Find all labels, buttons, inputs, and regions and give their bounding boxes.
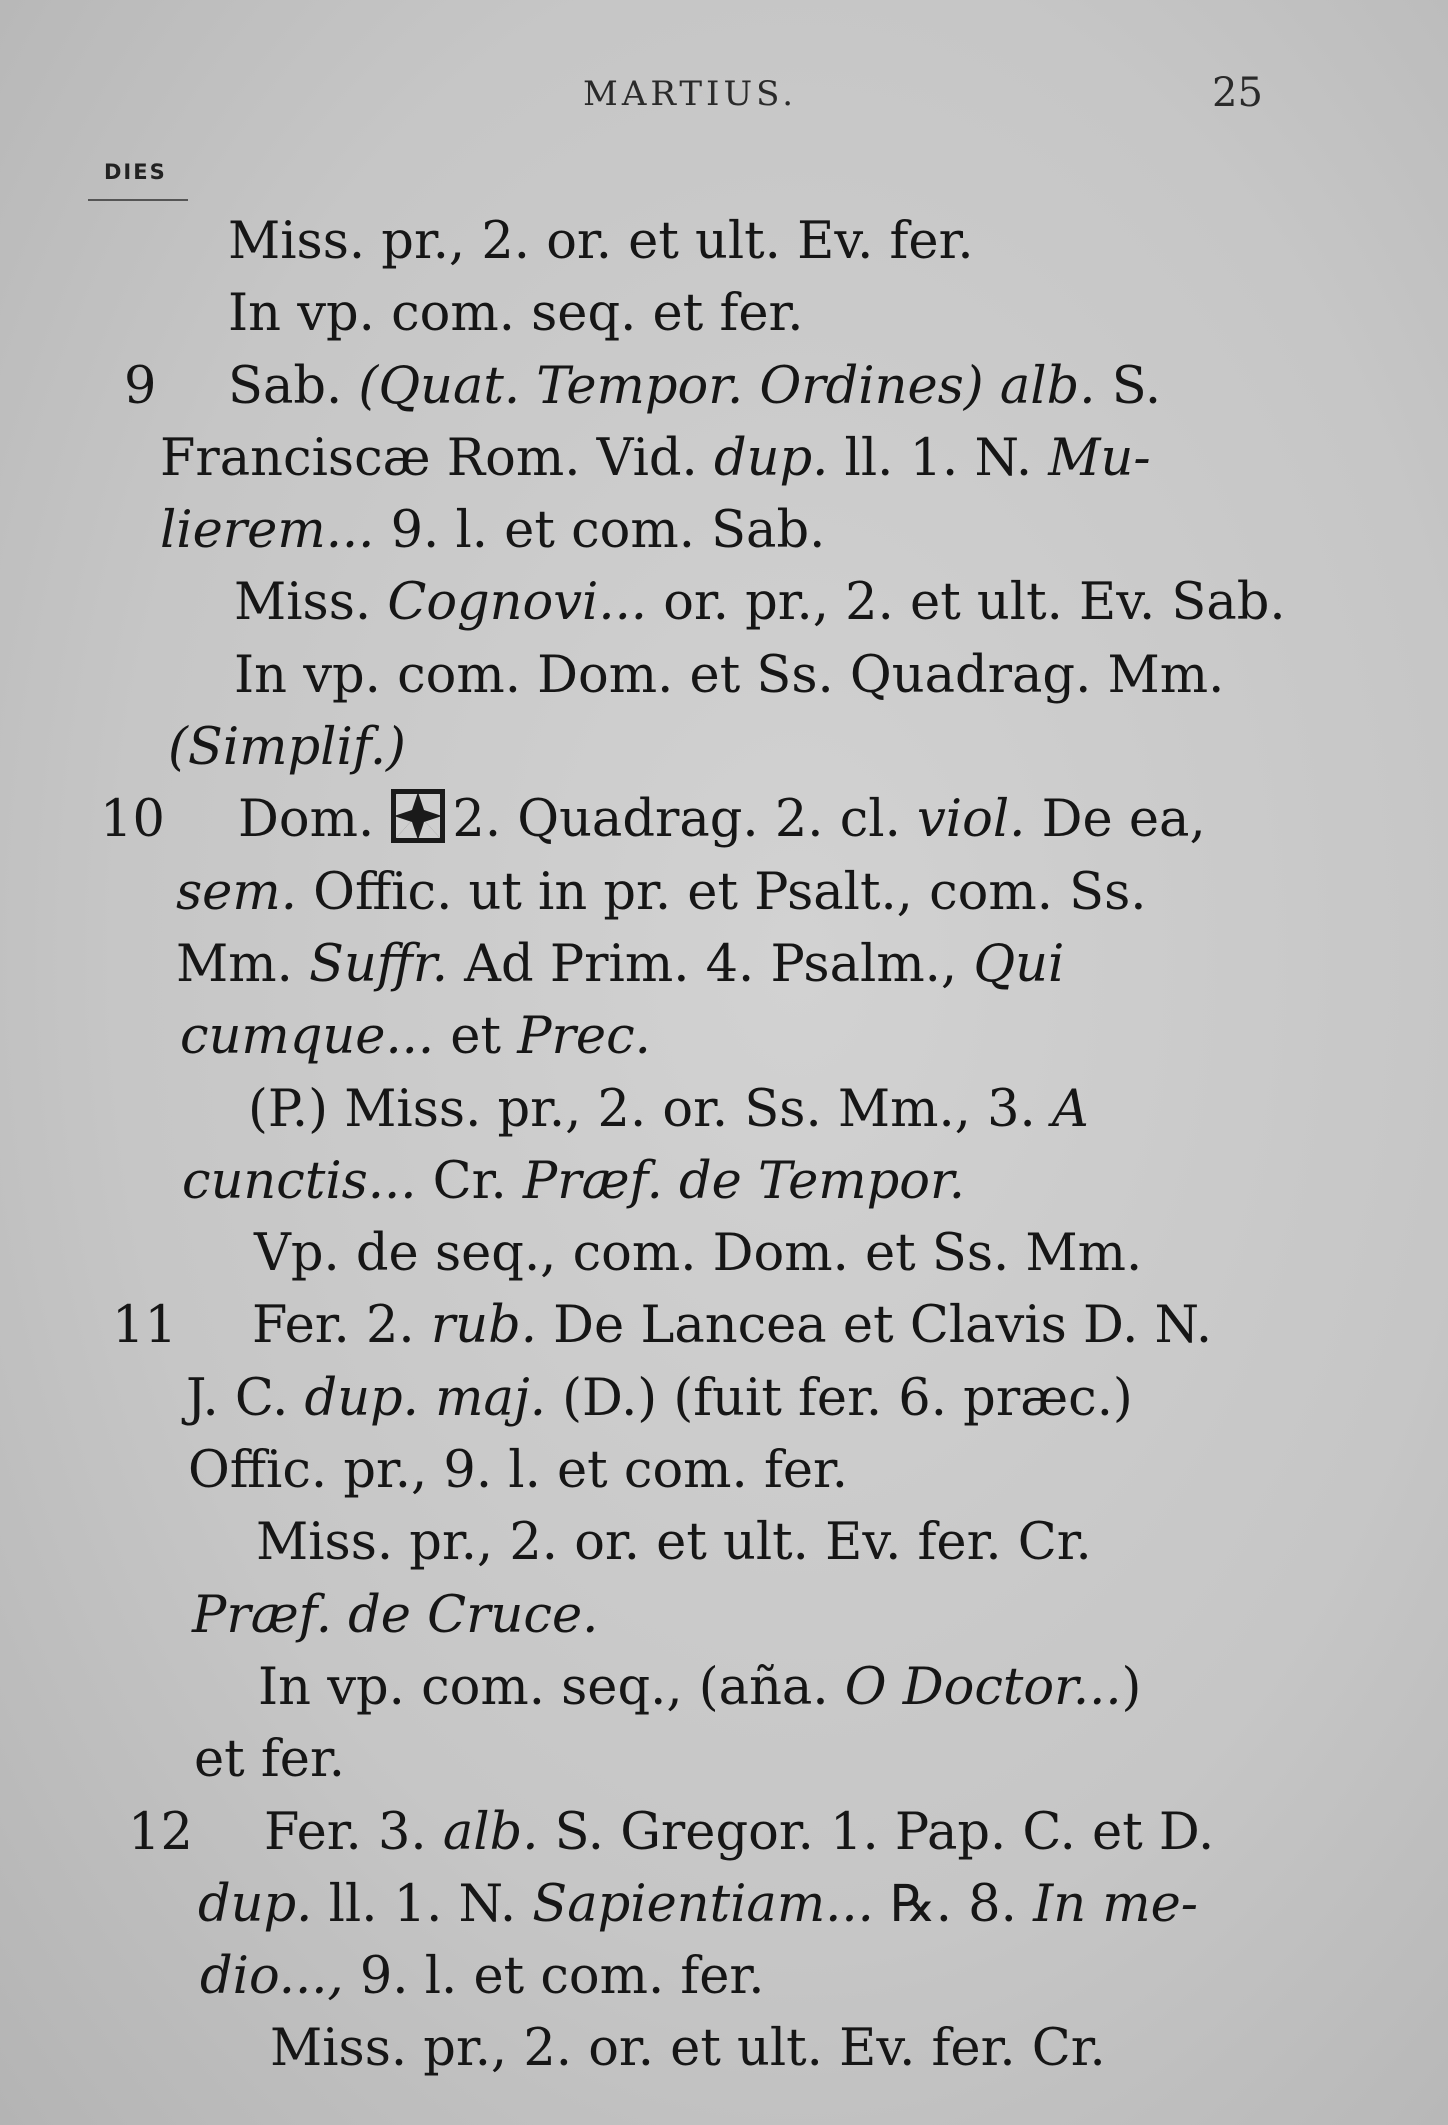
italic-segment: (Simplif.) [168, 718, 406, 778]
line-text [160, 423, 1151, 495]
italic-segment: (Quat. Tempor. Ordines) alb. [358, 356, 1096, 416]
text-segment: Vp. de seq., com. Dom. et Ss. Mm. [254, 1224, 1143, 1284]
text-segment: ℞. 8. [873, 1874, 1034, 1934]
text-segment: 2. Quadrag. 2. cl. [452, 790, 917, 850]
text-line [0, 1435, 1448, 1507]
line-text [194, 1724, 345, 1796]
italic-segment: Sapientiam... [532, 1874, 874, 1934]
text-line [0, 784, 1448, 856]
text-segment: De ea, [1025, 790, 1206, 850]
day-number: 11 [112, 1296, 177, 1356]
text-segment: Mm. [176, 934, 310, 994]
italic-segment: Mu- [1048, 428, 1151, 488]
text-segment: Miss. pr., 2. or. et ult. Ev. fer. [228, 212, 974, 271]
text-line [0, 1507, 1448, 1579]
text-line [0, 1074, 1448, 1146]
line-text [252, 1290, 1212, 1362]
text-segment: (D.) (fuit fer. 6. præc.) [545, 1368, 1133, 1428]
line-text [234, 567, 1286, 639]
column-label-rule [88, 199, 188, 201]
maltese-cross-icon [390, 788, 446, 844]
text-segment: Offic. ut in pr. et Psalt., com. Ss. [296, 862, 1147, 922]
text-segment: Miss. [234, 573, 388, 633]
text-segment: Franciscæ Rom. Vid. [160, 428, 714, 488]
italic-segment: In me- [1033, 1874, 1199, 1934]
line-text [160, 495, 825, 567]
line-text [180, 1001, 651, 1073]
italic-segment: Cognovi... [387, 573, 647, 633]
text-line [0, 351, 1448, 423]
line-text [270, 2013, 1106, 2085]
text-line [0, 423, 1448, 495]
text-line [0, 567, 1448, 639]
text-segment: De Lancea et Clavis D. N. [536, 1296, 1213, 1356]
line-text [234, 640, 1224, 712]
line-text [182, 1146, 965, 1218]
text-segment: (P.) Miss. pr., 2. or. Ss. Mm., 3. [248, 1079, 1052, 1139]
day-number: 9 [124, 356, 157, 416]
text-line [0, 712, 1448, 784]
line-text [198, 1869, 1198, 1941]
italic-segment: dup. [713, 428, 829, 488]
text-segment: Miss. pr., 2. or. et ult. Ev. fer. Cr. [270, 2019, 1106, 2079]
text-segment: Cr. [416, 1151, 523, 1211]
italic-segment: sem. [176, 862, 297, 922]
text-segment: Fer. 2. [252, 1296, 431, 1356]
text-segment: S. Gregor. 1. Pap. C. et D. [538, 1802, 1215, 1862]
text-line [0, 1941, 1448, 2013]
line-text [238, 784, 1206, 856]
line-text [228, 351, 1161, 423]
italic-segment: lierem... [160, 501, 375, 561]
italic-segment: A [1051, 1079, 1089, 1139]
line-text [192, 1580, 598, 1652]
text-line [0, 2013, 1448, 2085]
text-line [0, 278, 1448, 350]
italic-segment: viol. [917, 790, 1026, 850]
text-segment: Sab. [228, 356, 359, 416]
italic-segment: Præf. de Tempor. [522, 1151, 965, 1211]
running-title: MARTIUS. [583, 74, 798, 114]
line-text [254, 1218, 1142, 1290]
italic-segment: dup. maj. [304, 1368, 546, 1428]
italic-segment: Præf. de Cruce. [192, 1585, 599, 1645]
line-text [264, 1797, 1214, 1869]
line-text [188, 1435, 848, 1507]
text-line [0, 495, 1448, 567]
column-label: DIES [104, 160, 167, 184]
page-number: 25 [1212, 70, 1263, 116]
text-segment: J. C. [186, 1368, 305, 1428]
italic-segment: cunctis... [182, 1151, 417, 1211]
text-line [0, 1797, 1448, 1869]
italic-segment: Qui [973, 934, 1065, 994]
text-segment: et [434, 1007, 518, 1067]
text-segment: et fer. [194, 1730, 345, 1790]
day-number: 10 [100, 790, 165, 850]
text-segment: ll. 1. N. [312, 1874, 533, 1934]
italic-segment: Suffr. [309, 934, 448, 994]
day-number: 12 [128, 1802, 193, 1862]
line-text [186, 1363, 1133, 1435]
text-line [0, 206, 1448, 278]
text-segment: In vp. com. Dom. et Ss. Quadrag. Mm. [234, 645, 1225, 705]
text-segment: 9. l. et com. fer. [343, 1947, 765, 2007]
italic-segment: dio..., [200, 1947, 344, 2007]
text-line [0, 1290, 1448, 1362]
text-segment: In vp. com. seq. et fer. [228, 284, 804, 344]
line-text [258, 1652, 1141, 1724]
line-text [256, 1507, 1092, 1579]
line-text [200, 1941, 764, 2013]
italic-segment: Prec. [517, 1007, 651, 1067]
italic-segment: dup. [198, 1874, 313, 1934]
text-segment: Fer. 3. [264, 1802, 443, 1862]
text-segment: Miss. pr., 2. or. et ult. Ev. fer. Cr. [256, 1513, 1092, 1573]
text-line [0, 1724, 1448, 1796]
text-line [0, 640, 1448, 712]
text-segment: or. pr., 2. et ult. Ev. Sab. [647, 573, 1286, 633]
text-segment: ) [1121, 1657, 1142, 1717]
text-segment: 9. l. et com. Sab. [374, 501, 826, 561]
text-segment: Dom. [238, 790, 391, 850]
italic-segment: O Doctor... [844, 1657, 1122, 1717]
text-segment: In vp. com. seq., (aña. [258, 1657, 845, 1717]
text-segment: Offic. pr., 9. l. et com. fer. [188, 1441, 848, 1501]
italic-segment: rub. [430, 1296, 537, 1356]
line-text [168, 712, 406, 784]
italic-segment: cumque... [180, 1007, 435, 1067]
line-text [228, 278, 804, 350]
text-line [0, 1363, 1448, 1435]
text-segment: ll. 1. N. [828, 428, 1049, 488]
text-segment: Ad Prim. 4. Psalm., [447, 934, 974, 994]
italic-segment: alb. [442, 1802, 539, 1862]
line-text [176, 929, 1064, 1001]
text-line [0, 1146, 1448, 1218]
text-line [0, 1580, 1448, 1652]
text-line [0, 1218, 1448, 1290]
text-line [0, 1652, 1448, 1724]
line-text [248, 1074, 1089, 1146]
line-text [228, 206, 974, 278]
text-segment: S. [1095, 356, 1162, 416]
text-line [0, 1001, 1448, 1073]
calendar-entries [0, 206, 1448, 2086]
text-line [0, 857, 1448, 929]
page-header [0, 70, 1448, 130]
text-line [0, 1869, 1448, 1941]
line-text [176, 857, 1146, 929]
text-line [0, 929, 1448, 1001]
